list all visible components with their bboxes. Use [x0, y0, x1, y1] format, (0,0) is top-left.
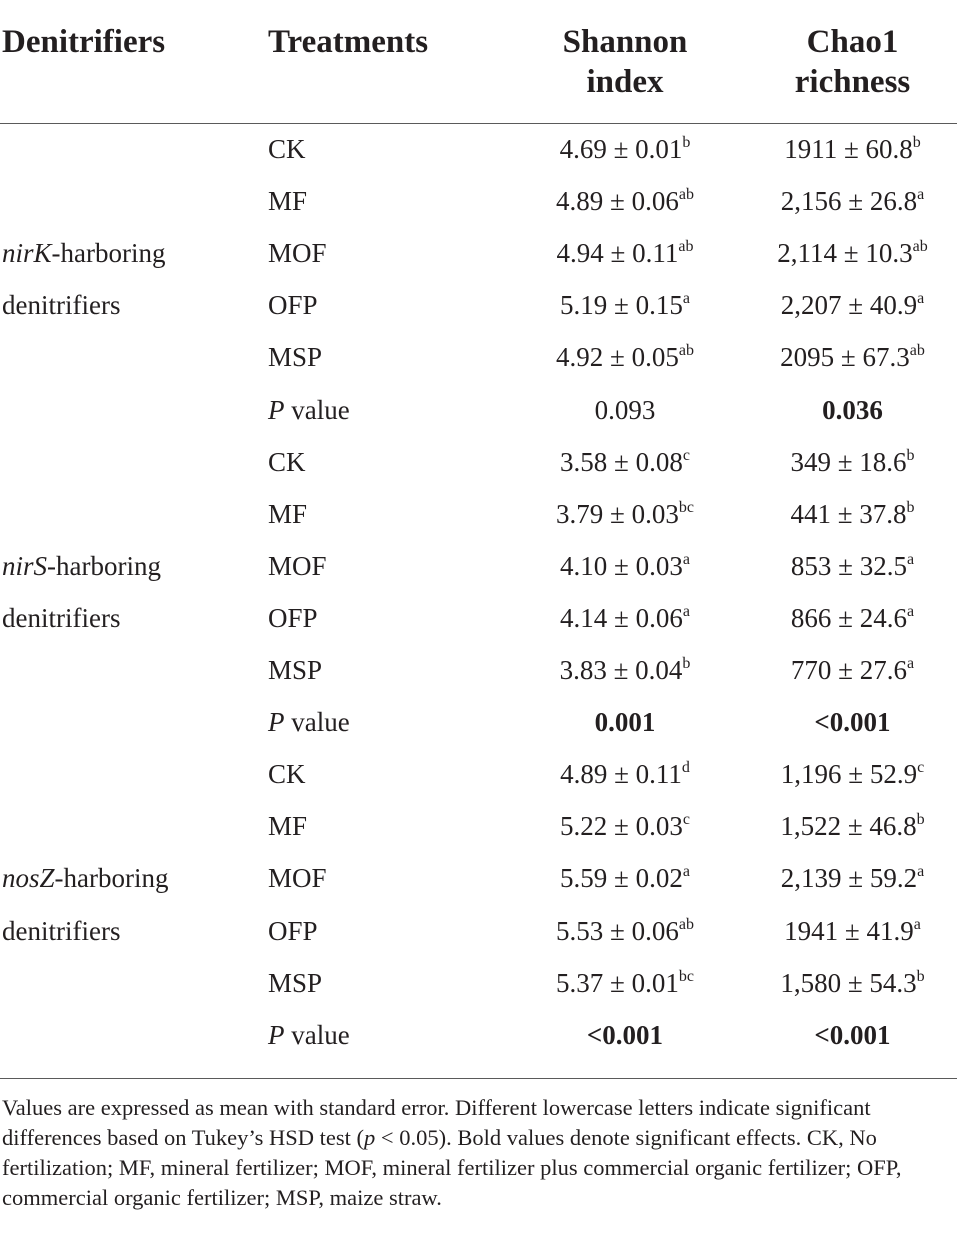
- shannon-cell-value: 4.14 ± 0.06: [560, 603, 683, 633]
- treatment-label: OFP: [268, 290, 318, 320]
- chao1-cell-letter: b: [912, 134, 921, 151]
- shannon-cell: [520, 185, 730, 217]
- shannon-cell-value: 5.53 ± 0.06: [556, 916, 679, 946]
- shannon-p-value: <0.001: [586, 1020, 664, 1050]
- header-shannon-line2: index: [586, 64, 664, 100]
- chao1-cell: [750, 446, 955, 478]
- shannon-cell: [520, 654, 730, 686]
- chao1-cell-value: 2,207 ± 40.9: [780, 290, 918, 320]
- chao1-cell-letter: a: [917, 290, 925, 307]
- gene-group-label: [2, 237, 166, 269]
- header-chao-line2: richness: [794, 64, 911, 100]
- shannon-cell-letter: bc: [678, 499, 694, 516]
- gene-group-label: [2, 550, 161, 582]
- shannon-cell-letter: ab: [678, 186, 694, 203]
- treatment-label: OFP: [268, 916, 318, 946]
- table-bottom-divider: [0, 1078, 957, 1079]
- header-shannon-line1: Shannon: [562, 24, 688, 60]
- p-symbol: P: [268, 395, 285, 425]
- shannon-cell-letter: b: [682, 134, 691, 151]
- treatment-label: OFP: [268, 603, 318, 633]
- chao1-cell-letter: a: [917, 186, 925, 203]
- chao1-cell-letter: b: [906, 447, 915, 464]
- shannon-p-value: 0.001: [594, 707, 656, 737]
- chao1-p-value: 0.036: [822, 395, 883, 425]
- chao1-cell-letter: b: [906, 499, 915, 516]
- header-chao-line1: Chao1: [806, 24, 899, 60]
- treatment-label: MOF: [268, 238, 327, 268]
- gene-suffix: -harboring: [51, 238, 166, 268]
- table-footnote: [2, 1093, 957, 1213]
- chao1-cell: [750, 550, 955, 582]
- shannon-cell-value: 5.37 ± 0.01: [556, 968, 679, 998]
- shannon-cell-letter: ab: [678, 342, 694, 359]
- chao1-cell-value: 2,114 ± 10.3: [777, 238, 913, 268]
- treatment-label: CK: [268, 447, 306, 477]
- gene-name: nirK: [2, 238, 52, 268]
- shannon-cell-value: 4.69 ± 0.01: [559, 134, 683, 164]
- shannon-cell-letter: a: [682, 290, 690, 307]
- footnote-part2: < 0.05). Bold values denote significant effects. CK, No fertilization; MF, mineral fertilizer; MOF, mineral fertilizer plus commercial organic fertilizer; OFP, commercial organic fertilizer; MSP, maize straw.: [2, 1125, 902, 1210]
- chao1-cell-value: 1,522 ± 46.8: [780, 811, 917, 841]
- p-value-label: [268, 1019, 350, 1051]
- chao1-cell-value: 2,139 ± 59.2: [780, 863, 918, 893]
- shannon-cell-value: 5.19 ± 0.15: [560, 290, 683, 320]
- shannon-cell-value: 5.59 ± 0.02: [560, 863, 683, 893]
- treatment-label: CK: [268, 134, 306, 164]
- chao1-cell-letter: b: [916, 811, 925, 828]
- chao1-cell: [750, 237, 955, 269]
- chao1-cell-value: 866 ± 24.6: [790, 603, 907, 633]
- p-value-text: value: [284, 395, 350, 425]
- chao1-cell: [750, 810, 955, 842]
- treatment-label: MF: [268, 811, 308, 841]
- shannon-cell-value: 4.89 ± 0.06: [556, 186, 679, 216]
- shannon-cell: [520, 602, 730, 634]
- gene-suffix: -harboring: [54, 863, 169, 893]
- shannon-cell: [520, 289, 730, 321]
- treatment-label: CK: [268, 759, 306, 789]
- shannon-cell-value: 3.58 ± 0.08: [560, 447, 683, 477]
- footnote-part1: Values are expressed as mean with standard error. Different lowercase letters indicate significant differences based on Tukey’s HSD test (: [2, 1095, 871, 1150]
- shannon-cell-letter: a: [682, 863, 690, 880]
- header-divider: [0, 123, 957, 124]
- chao1-cell: [750, 915, 955, 947]
- chao1-p-value: <0.001: [814, 1020, 891, 1050]
- chao1-cell-letter: ab: [912, 238, 928, 255]
- footnote-p-symbol: p: [364, 1125, 376, 1150]
- chao1-cell: [750, 289, 955, 321]
- shannon-cell: [520, 550, 730, 582]
- shannon-cell: [520, 237, 730, 269]
- shannon-cell: [520, 446, 730, 478]
- header-treatments: Treatments: [268, 24, 429, 60]
- chao1-cell: [750, 133, 955, 165]
- header-chao1-richness: [750, 22, 955, 102]
- chao1-cell-letter: a: [913, 916, 921, 933]
- gene-suffix: -harboring: [47, 551, 161, 581]
- chao1-cell-letter: a: [906, 551, 915, 568]
- header-denitrifiers: Denitrifiers: [2, 24, 166, 60]
- treatment-label: MSP: [268, 342, 323, 372]
- shannon-cell: [520, 341, 730, 373]
- gene-name: nosZ: [2, 863, 55, 893]
- chao1-cell-letter: c: [917, 759, 925, 776]
- shannon-cell-value: 4.94 ± 0.11: [556, 238, 679, 268]
- gene-group-label-line2: denitrifiers: [2, 290, 121, 320]
- shannon-cell-letter: ab: [678, 238, 694, 255]
- chao1-cell: [750, 967, 955, 999]
- gene-group-label: [2, 862, 169, 894]
- chao1-cell-value: 770 ± 27.6: [790, 655, 907, 685]
- shannon-cell-letter: b: [682, 655, 691, 672]
- chao1-cell-value: 2,156 ± 26.8: [780, 186, 918, 216]
- shannon-cell: [520, 133, 730, 165]
- p-value-text: value: [284, 707, 350, 737]
- p-symbol: P: [268, 1020, 285, 1050]
- shannon-cell-value: 3.79 ± 0.03: [556, 499, 679, 529]
- shannon-cell: [520, 758, 730, 790]
- shannon-cell-letter: c: [682, 811, 690, 828]
- shannon-cell: [520, 862, 730, 894]
- treatment-label: MOF: [268, 863, 327, 893]
- chao1-cell: [750, 654, 955, 686]
- treatment-label: MSP: [268, 968, 323, 998]
- chao1-cell-value: 349 ± 18.6: [790, 447, 907, 477]
- shannon-p-value: 0.093: [594, 395, 656, 425]
- shannon-cell-value: 4.89 ± 0.11: [560, 759, 682, 789]
- shannon-cell-letter: ab: [678, 916, 694, 933]
- chao1-cell-letter: ab: [909, 342, 925, 359]
- gene-name: nirS: [2, 551, 48, 581]
- chao1-cell-value: 1,580 ± 54.3: [780, 968, 917, 998]
- p-value-text: value: [284, 1020, 350, 1050]
- chao1-cell-letter: b: [916, 968, 925, 985]
- shannon-cell-value: 5.22 ± 0.03: [560, 811, 683, 841]
- shannon-cell: [520, 810, 730, 842]
- chao1-cell: [750, 602, 955, 634]
- chao1-cell-value: 853 ± 32.5: [790, 551, 907, 581]
- chao1-cell-value: 1941 ± 41.9: [784, 916, 914, 946]
- gene-group-label-line2: denitrifiers: [2, 916, 121, 946]
- shannon-cell-value: 3.83 ± 0.04: [559, 655, 683, 685]
- treatment-label: MSP: [268, 655, 323, 685]
- shannon-cell-letter: a: [682, 551, 690, 568]
- treatment-label: MF: [268, 499, 308, 529]
- shannon-cell-letter: c: [682, 447, 690, 464]
- shannon-cell: [520, 967, 730, 999]
- p-value-label: [268, 394, 350, 426]
- chao1-cell: [750, 862, 955, 894]
- shannon-cell-letter: bc: [678, 968, 694, 985]
- chao1-cell-value: 1,196 ± 52.9: [780, 759, 918, 789]
- chao1-cell: [750, 498, 955, 530]
- p-symbol: P: [268, 707, 285, 737]
- chao1-cell-letter: a: [917, 863, 925, 880]
- chao1-p-value: <0.001: [814, 707, 891, 737]
- shannon-cell: [520, 498, 730, 530]
- chao1-cell-letter: a: [906, 603, 915, 620]
- treatment-label: MF: [268, 186, 308, 216]
- chao1-cell-value: 1911 ± 60.8: [784, 134, 913, 164]
- chao1-cell: [750, 341, 955, 373]
- shannon-cell-value: 4.92 ± 0.05: [556, 342, 679, 372]
- gene-group-label-line2: denitrifiers: [2, 603, 121, 633]
- treatment-label: MOF: [268, 551, 327, 581]
- shannon-cell-letter: d: [681, 759, 690, 776]
- chao1-cell: [750, 758, 955, 790]
- shannon-cell-letter: a: [682, 603, 690, 620]
- header-shannon-index: [520, 22, 730, 102]
- chao1-cell-value: 2095 ± 67.3: [780, 342, 910, 372]
- shannon-cell: [520, 915, 730, 947]
- shannon-cell-value: 4.10 ± 0.03: [560, 551, 683, 581]
- chao1-cell-letter: a: [906, 655, 915, 672]
- chao1-cell: [750, 185, 955, 217]
- p-value-label: [268, 706, 350, 738]
- chao1-cell-value: 441 ± 37.8: [790, 499, 907, 529]
